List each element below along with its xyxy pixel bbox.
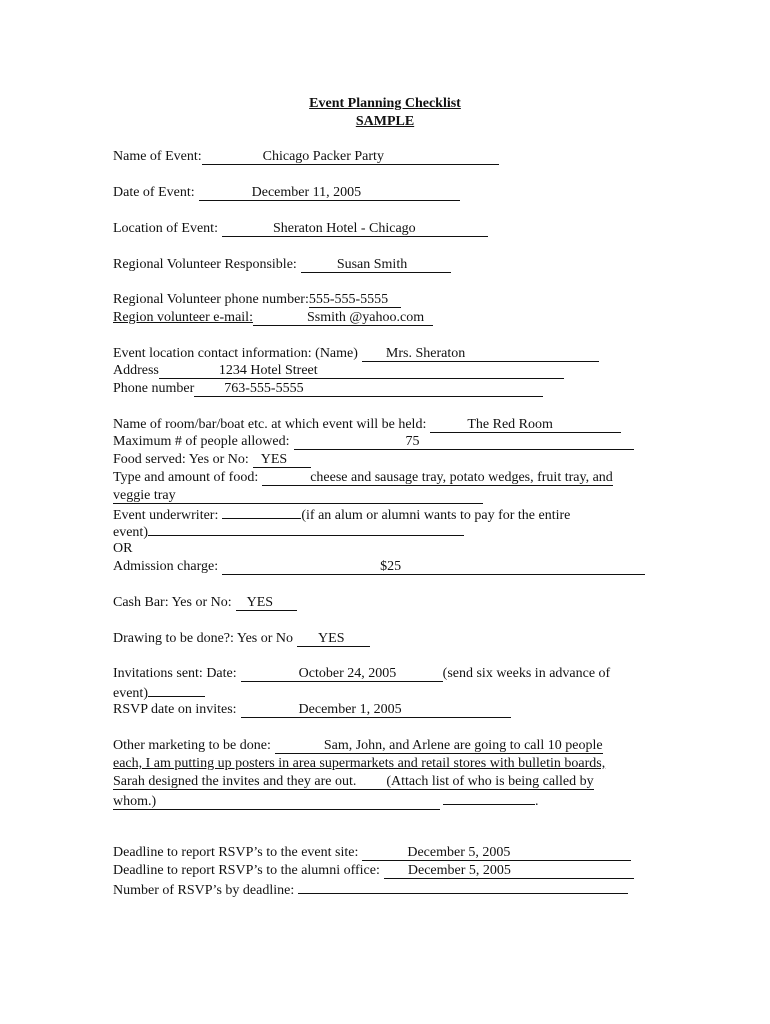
marketing-row-2 bbox=[113, 755, 605, 772]
food-served-row bbox=[113, 451, 311, 468]
volunteer-email-label: Region volunteer e-mail: bbox=[113, 310, 253, 325]
marketing-line-3-note: (Attach list of who is being called by bbox=[386, 774, 594, 789]
invitations-sent-field[interactable] bbox=[241, 666, 443, 682]
rsvp-date-label: RSVP date on invites: bbox=[113, 702, 237, 717]
contact-phone-field[interactable] bbox=[194, 381, 543, 397]
marketing-label: Other marketing to be done: bbox=[113, 738, 271, 753]
contact-name-label: Event location contact information: (Name) bbox=[113, 346, 358, 361]
marketing-row-3 bbox=[113, 773, 594, 790]
admission-value: $25 bbox=[380, 559, 402, 574]
underwriter-note-2: event) bbox=[113, 525, 148, 540]
rsvp-count-field[interactable] bbox=[298, 880, 628, 894]
marketing-field-4[interactable] bbox=[113, 794, 440, 810]
food-type-row bbox=[113, 469, 613, 486]
event-date-label: Date of Event: bbox=[113, 185, 195, 200]
contact-phone-value: 763-555-5555 bbox=[224, 381, 304, 396]
deadline-site-value: December 5, 2005 bbox=[407, 845, 511, 860]
deadline-site-row bbox=[113, 844, 631, 861]
event-location-label: Location of Event: bbox=[113, 221, 218, 236]
contact-address-row bbox=[113, 362, 564, 379]
contact-address-label: Address bbox=[113, 363, 159, 378]
contact-name-field[interactable] bbox=[362, 346, 599, 362]
food-served-label: Food served: Yes or No: bbox=[113, 452, 249, 467]
rsvp-date-field[interactable] bbox=[241, 702, 511, 718]
invitations-sent-field-2[interactable] bbox=[148, 683, 205, 697]
underwriter-label: Event underwriter: bbox=[113, 508, 219, 523]
rsvp-date-value: December 1, 2005 bbox=[298, 702, 402, 717]
cash-bar-field[interactable] bbox=[236, 595, 297, 611]
marketing-line-2: each, I am putting up posters in area supermarkets and retail stores with bulletin boards, bbox=[113, 756, 606, 771]
contact-phone-label: Phone number bbox=[113, 381, 195, 396]
cash-bar-label: Cash Bar: Yes or No: bbox=[113, 595, 232, 610]
contact-phone-row bbox=[113, 380, 543, 397]
food-type-field-2[interactable] bbox=[113, 488, 483, 504]
food-type-row-2 bbox=[113, 487, 483, 504]
event-location-value: Sheraton Hotel - Chicago bbox=[272, 221, 416, 236]
volunteer-row bbox=[113, 256, 451, 273]
food-type-value-2: veggie tray bbox=[113, 488, 176, 503]
volunteer-email-row bbox=[113, 309, 433, 326]
rsvp-count-label: Number of RSVP’s by deadline: bbox=[113, 883, 295, 898]
invitations-sent-value: October 24, 2005 bbox=[298, 666, 397, 681]
event-name-row bbox=[113, 148, 499, 165]
volunteer-email-field[interactable] bbox=[253, 310, 433, 326]
page-title: Event Planning Checklist bbox=[309, 96, 461, 111]
food-type-field[interactable] bbox=[262, 470, 613, 486]
admission-label: Admission charge: bbox=[113, 559, 219, 574]
deadline-office-value: December 5, 2005 bbox=[407, 863, 511, 878]
marketing-field-4b[interactable] bbox=[443, 791, 535, 805]
cash-bar-value: YES bbox=[246, 595, 274, 610]
max-people-field[interactable] bbox=[294, 434, 634, 450]
drawing-field[interactable] bbox=[297, 631, 370, 647]
event-date-field[interactable] bbox=[199, 185, 460, 201]
food-served-field[interactable] bbox=[253, 452, 311, 468]
deadline-office-field[interactable] bbox=[384, 863, 634, 879]
volunteer-phone-label: Regional Volunteer phone number: bbox=[113, 292, 309, 307]
event-name-value: Chicago Packer Party bbox=[262, 149, 384, 164]
food-type-label: Type and amount of food: bbox=[113, 470, 259, 485]
event-date-value: December 11, 2005 bbox=[251, 185, 362, 200]
food-type-value-1: cheese and sausage tray, potato wedges, fruit tray, and bbox=[310, 470, 613, 485]
event-location-row bbox=[113, 220, 488, 237]
invitations-sent-label: Invitations sent: Date: bbox=[113, 666, 237, 681]
event-name-field[interactable] bbox=[202, 149, 499, 165]
invitations-sent-note-1: (send six weeks in advance of bbox=[442, 666, 611, 681]
room-field[interactable] bbox=[430, 417, 621, 433]
marketing-line-3: Sarah designed the invites and they are out. bbox=[113, 774, 357, 789]
deadline-office-row bbox=[113, 862, 634, 879]
event-location-field[interactable] bbox=[222, 221, 488, 237]
marketing-line-1: Sam, John, and Arlene are going to call 10 people bbox=[323, 738, 603, 753]
deadline-site-field[interactable] bbox=[362, 845, 631, 861]
volunteer-label: Regional Volunteer Responsible: bbox=[113, 257, 297, 272]
food-served-value: YES bbox=[260, 452, 288, 467]
max-people-row bbox=[113, 433, 634, 450]
invitations-sent-row-2 bbox=[113, 683, 205, 702]
contact-name-value: Mrs. Sheraton bbox=[385, 346, 466, 361]
marketing-field-1[interactable] bbox=[275, 738, 603, 754]
volunteer-email-value: Ssmith @yahoo.com bbox=[306, 310, 425, 325]
event-date-row bbox=[113, 184, 460, 201]
invitations-sent-note-2: event) bbox=[113, 686, 148, 701]
max-people-value: 75 bbox=[405, 434, 420, 449]
drawing-value: YES bbox=[318, 631, 345, 646]
invitations-sent-row bbox=[113, 665, 610, 682]
marketing-row-1 bbox=[113, 737, 603, 754]
underwriter-field-2[interactable] bbox=[148, 522, 464, 536]
marketing-line-4: whom.) bbox=[113, 794, 157, 809]
admission-field[interactable] bbox=[222, 559, 645, 575]
contact-address-field[interactable] bbox=[159, 363, 564, 379]
underwriter-note-1: (if an alum or alumni wants to pay for the entire bbox=[301, 508, 571, 523]
contact-address-value: 1234 Hotel Street bbox=[218, 363, 318, 378]
volunteer-phone-row bbox=[113, 291, 401, 308]
contact-name-row bbox=[113, 345, 599, 362]
max-people-label: Maximum # of people allowed: bbox=[113, 434, 290, 449]
page-subtitle: SAMPLE bbox=[355, 114, 415, 129]
volunteer-phone-value: 555-555-5555 bbox=[308, 292, 389, 307]
admission-row bbox=[113, 558, 645, 575]
room-label: Name of room/bar/boat etc. at which event will be held: bbox=[113, 417, 427, 432]
volunteer-field[interactable] bbox=[301, 257, 451, 273]
rsvp-count-row bbox=[113, 880, 628, 899]
event-name-label: Name of Event: bbox=[113, 149, 202, 164]
drawing-row bbox=[113, 630, 370, 647]
deadline-site-label: Deadline to report RSVP’s to the event site: bbox=[113, 845, 359, 860]
marketing-field-3[interactable] bbox=[113, 774, 594, 790]
room-value: The Red Room bbox=[467, 417, 553, 432]
volunteer-value: Susan Smith bbox=[336, 257, 408, 272]
deadline-office-label: Deadline to report RSVP’s to the alumni office: bbox=[113, 863, 380, 878]
cash-bar-row bbox=[113, 594, 297, 611]
marketing-row-4 bbox=[113, 791, 539, 810]
drawing-label: Drawing to be done?: Yes or No bbox=[113, 631, 294, 646]
room-row bbox=[113, 416, 621, 433]
or-text: OR bbox=[113, 541, 133, 556]
rsvp-date-row bbox=[113, 701, 511, 718]
underwriter-row-2 bbox=[113, 522, 464, 541]
marketing-period: . bbox=[535, 794, 539, 809]
volunteer-phone-field[interactable] bbox=[309, 292, 401, 308]
underwriter-field[interactable] bbox=[222, 505, 301, 519]
